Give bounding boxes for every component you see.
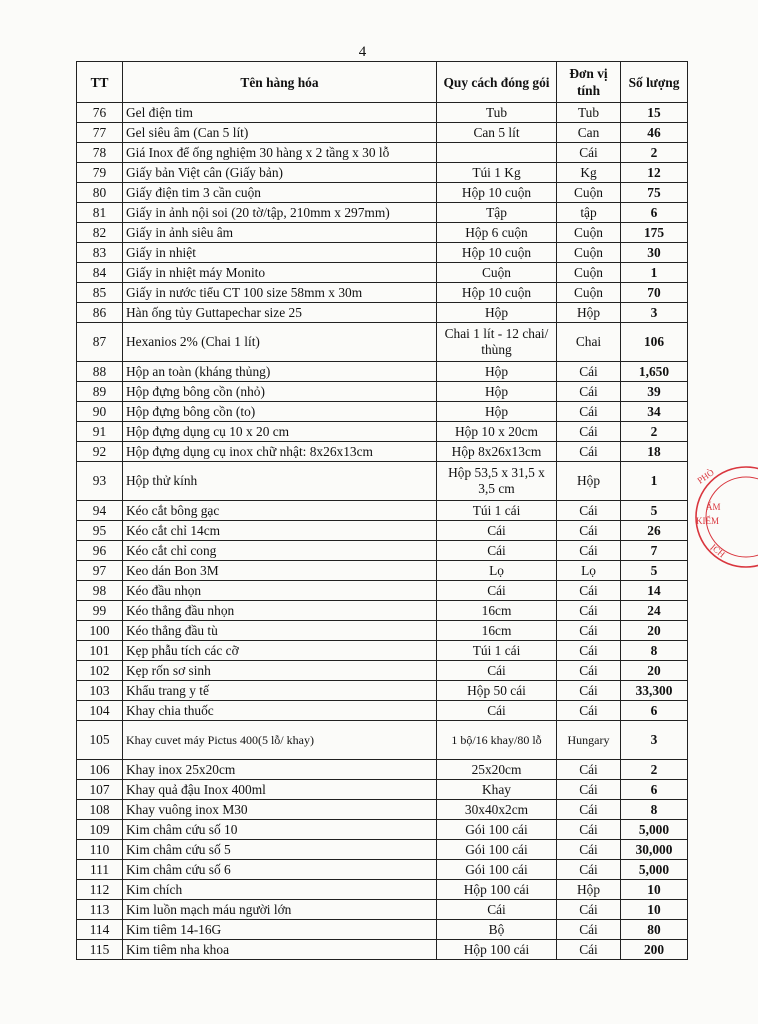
item-quantity: 24	[621, 601, 688, 621]
item-packaging: Hộp	[437, 382, 557, 402]
item-quantity: 5	[621, 501, 688, 521]
item-packaging: Cuộn	[437, 263, 557, 283]
item-name: Khay inox 25x20cm	[123, 760, 437, 780]
item-name: Kéo đầu nhọn	[123, 581, 437, 601]
header-name: Tên hàng hóa	[123, 62, 437, 103]
item-packaging: Hộp 10 cuộn	[437, 183, 557, 203]
item-packaging: Cái	[437, 900, 557, 920]
item-name: Kim châm cứu số 10	[123, 820, 437, 840]
item-unit: Hộp	[557, 462, 621, 501]
item-unit: Cái	[557, 521, 621, 541]
item-name: Kẹp rốn sơ sinh	[123, 661, 437, 681]
item-unit: Cái	[557, 402, 621, 422]
table-row	[77, 661, 688, 681]
row-number: 89	[77, 382, 123, 402]
item-name: Hộp an toàn (kháng thủng)	[123, 362, 437, 382]
table-row	[77, 382, 688, 402]
table-row	[77, 800, 688, 820]
item-quantity: 75	[621, 183, 688, 203]
item-unit: Cuộn	[557, 283, 621, 303]
row-number: 84	[77, 263, 123, 283]
table-row	[77, 760, 688, 780]
table-row	[77, 840, 688, 860]
svg-text:ỊCH: ỊCH	[708, 541, 728, 560]
item-name: Kéo cắt chỉ 14cm	[123, 521, 437, 541]
item-quantity: 20	[621, 661, 688, 681]
item-name: Giấy in ảnh siêu âm	[123, 223, 437, 243]
table-row	[77, 820, 688, 840]
item-packaging: 16cm	[437, 601, 557, 621]
header-packaging: Quy cách đóng gói	[437, 62, 557, 103]
item-unit: Cuộn	[557, 223, 621, 243]
item-quantity: 2	[621, 422, 688, 442]
item-name: Hộp đựng bông cồn (to)	[123, 402, 437, 422]
item-quantity: 200	[621, 940, 688, 960]
table-row	[77, 501, 688, 521]
table-row	[77, 143, 688, 163]
table-row	[77, 541, 688, 561]
item-packaging: Tập	[437, 203, 557, 223]
item-unit: Cái	[557, 860, 621, 880]
item-unit: Cái	[557, 382, 621, 402]
row-number: 93	[77, 462, 123, 501]
table-row	[77, 163, 688, 183]
item-unit: Cái	[557, 820, 621, 840]
row-number: 112	[77, 880, 123, 900]
item-quantity: 39	[621, 382, 688, 402]
table-row	[77, 243, 688, 263]
row-number: 86	[77, 303, 123, 323]
item-unit: Hộp	[557, 880, 621, 900]
row-number: 79	[77, 163, 123, 183]
row-number: 76	[77, 103, 123, 123]
table-row	[77, 203, 688, 223]
item-name: Kéo thẳng đầu nhọn	[123, 601, 437, 621]
item-name: Hộp thử kính	[123, 462, 437, 501]
item-unit: Cái	[557, 442, 621, 462]
item-packaging: Hộp 50 cái	[437, 681, 557, 701]
item-packaging: Cái	[437, 581, 557, 601]
item-unit: Cuộn	[557, 263, 621, 283]
row-number: 77	[77, 123, 123, 143]
item-unit: Cái	[557, 780, 621, 800]
item-packaging: Cái	[437, 661, 557, 681]
item-unit: Cái	[557, 621, 621, 641]
row-number: 115	[77, 940, 123, 960]
row-number: 102	[77, 661, 123, 681]
row-number: 110	[77, 840, 123, 860]
item-name: Giá Inox để ống nghiệm 30 hàng x 2 tầng x 30 lỗ	[123, 143, 437, 163]
table-row	[77, 581, 688, 601]
item-name: Kim châm cứu số 6	[123, 860, 437, 880]
item-name: Hàn ống tủy Guttapechar size 25	[123, 303, 437, 323]
item-packaging: Chai 1 lít - 12 chai/ thùng	[437, 323, 557, 362]
row-number: 91	[77, 422, 123, 442]
item-packaging: Hộp 10 x 20cm	[437, 422, 557, 442]
item-name: Kéo thẳng đầu tù	[123, 621, 437, 641]
item-quantity: 80	[621, 920, 688, 940]
row-number: 95	[77, 521, 123, 541]
row-number: 99	[77, 601, 123, 621]
item-unit: Cái	[557, 940, 621, 960]
item-unit: Cái	[557, 800, 621, 820]
item-name: Kẹp phẫu tích các cỡ	[123, 641, 437, 661]
header-unit: Đơn vị tính	[557, 62, 621, 103]
item-packaging: Hộp	[437, 303, 557, 323]
row-number: 111	[77, 860, 123, 880]
item-packaging: Hộp	[437, 362, 557, 382]
table-row	[77, 303, 688, 323]
item-quantity: 175	[621, 223, 688, 243]
item-quantity: 10	[621, 900, 688, 920]
item-name: Kéo cắt chỉ cong	[123, 541, 437, 561]
row-number: 98	[77, 581, 123, 601]
table-row	[77, 183, 688, 203]
item-quantity: 1	[621, 462, 688, 501]
table-row	[77, 860, 688, 880]
header-quantity: Số lượng	[621, 62, 688, 103]
item-packaging: Hộp 6 cuộn	[437, 223, 557, 243]
item-quantity: 33,300	[621, 681, 688, 701]
item-unit: Cái	[557, 661, 621, 681]
row-number: 78	[77, 143, 123, 163]
item-name: Giấy in ảnh nội soi (20 tờ/tập, 210mm x 297mm)	[123, 203, 437, 223]
row-number: 83	[77, 243, 123, 263]
item-unit: Cái	[557, 641, 621, 661]
item-name: Khay cuvet máy Pictus 400(5 lỗ/ khay)	[123, 721, 437, 760]
item-packaging: Bộ	[437, 920, 557, 940]
item-quantity: 46	[621, 123, 688, 143]
table-row	[77, 701, 688, 721]
table-row	[77, 263, 688, 283]
row-number: 90	[77, 402, 123, 422]
item-quantity: 15	[621, 103, 688, 123]
item-name: Keo dán Bon 3M	[123, 561, 437, 581]
item-name: Kim châm cứu số 5	[123, 840, 437, 860]
item-packaging: Hộp 10 cuộn	[437, 283, 557, 303]
item-name: Giấy điện tim 3 cần cuộn	[123, 183, 437, 203]
item-name: Hộp đựng dụng cụ inox chữ nhật: 8x26x13cm	[123, 442, 437, 462]
item-name: Kim luồn mạch máu người lớn	[123, 900, 437, 920]
item-unit: Cái	[557, 601, 621, 621]
item-packaging: 25x20cm	[437, 760, 557, 780]
item-unit: Cái	[557, 143, 621, 163]
item-quantity: 70	[621, 283, 688, 303]
row-number: 100	[77, 621, 123, 641]
item-quantity: 1	[621, 263, 688, 283]
item-packaging	[437, 143, 557, 163]
item-quantity: 34	[621, 402, 688, 422]
item-unit: Cuộn	[557, 243, 621, 263]
svg-text:KIỂM: KIỂM	[696, 516, 719, 526]
item-packaging: Hộp 8x26x13cm	[437, 442, 557, 462]
item-unit: Tub	[557, 103, 621, 123]
item-quantity: 30,000	[621, 840, 688, 860]
item-packaging: Hộp 53,5 x 31,5 x 3,5 cm	[437, 462, 557, 501]
item-quantity: 20	[621, 621, 688, 641]
row-number: 114	[77, 920, 123, 940]
svg-text:PHÒ: PHÒ	[695, 467, 716, 486]
row-number: 113	[77, 900, 123, 920]
table-body	[77, 103, 688, 960]
table-row	[77, 521, 688, 541]
item-name: Kim tiêm nha khoa	[123, 940, 437, 960]
item-unit: Can	[557, 123, 621, 143]
item-unit: Cái	[557, 501, 621, 521]
item-packaging: Hộp 100 cái	[437, 940, 557, 960]
item-quantity: 6	[621, 780, 688, 800]
row-number: 107	[77, 780, 123, 800]
item-quantity: 6	[621, 701, 688, 721]
item-name: Khay quả đậu Inox 400ml	[123, 780, 437, 800]
table-row	[77, 900, 688, 920]
item-name: Gel siêu âm (Can 5 lít)	[123, 123, 437, 143]
header-tt: TT	[77, 62, 123, 103]
item-packaging: Hộp	[437, 402, 557, 422]
item-unit: Cái	[557, 701, 621, 721]
item-packaging: Tub	[437, 103, 557, 123]
item-packaging: Khay	[437, 780, 557, 800]
row-number: 101	[77, 641, 123, 661]
item-packaging: Hộp 10 cuộn	[437, 243, 557, 263]
red-stamp-seal	[688, 462, 758, 572]
item-quantity: 5,000	[621, 820, 688, 840]
row-number: 88	[77, 362, 123, 382]
item-packaging: 16cm	[437, 621, 557, 641]
item-quantity: 5,000	[621, 860, 688, 880]
item-quantity: 8	[621, 641, 688, 661]
item-packaging: Gói 100 cái	[437, 820, 557, 840]
row-number: 82	[77, 223, 123, 243]
svg-text:ẤM: ẤM	[706, 502, 721, 512]
item-name: Giấy in nhiệt máy Monito	[123, 263, 437, 283]
item-unit: Cuộn	[557, 183, 621, 203]
item-unit: Cái	[557, 920, 621, 940]
item-unit: Hungary	[557, 721, 621, 760]
table-row	[77, 641, 688, 661]
item-unit: Cái	[557, 581, 621, 601]
table-row	[77, 123, 688, 143]
item-name: Hộp đựng bông cồn (nhỏ)	[123, 382, 437, 402]
table-row	[77, 402, 688, 422]
table-row	[77, 422, 688, 442]
item-unit: Cái	[557, 362, 621, 382]
row-number: 105	[77, 721, 123, 760]
row-number: 94	[77, 501, 123, 521]
table-row	[77, 283, 688, 303]
table-row	[77, 940, 688, 960]
item-packaging: Cái	[437, 701, 557, 721]
table-row	[77, 223, 688, 243]
item-quantity: 18	[621, 442, 688, 462]
item-packaging: Can 5 lít	[437, 123, 557, 143]
goods-table	[76, 61, 688, 960]
item-unit: Kg	[557, 163, 621, 183]
item-unit: Cái	[557, 760, 621, 780]
row-number: 103	[77, 681, 123, 701]
item-packaging: Túi 1 cái	[437, 501, 557, 521]
row-number: 87	[77, 323, 123, 362]
row-number: 97	[77, 561, 123, 581]
item-packaging: Cái	[437, 541, 557, 561]
item-unit: Cái	[557, 422, 621, 442]
row-number: 108	[77, 800, 123, 820]
row-number: 109	[77, 820, 123, 840]
item-unit: Lọ	[557, 561, 621, 581]
item-packaging: Túi 1 Kg	[437, 163, 557, 183]
table-row	[77, 323, 688, 362]
table-row	[77, 780, 688, 800]
item-quantity: 1,650	[621, 362, 688, 382]
item-name: Giấy in nước tiểu CT 100 size 58mm x 30m	[123, 283, 437, 303]
item-name: Hexanios 2% (Chai 1 lít)	[123, 323, 437, 362]
item-quantity: 26	[621, 521, 688, 541]
item-packaging: Hộp 100 cái	[437, 880, 557, 900]
item-packaging: Gói 100 cái	[437, 840, 557, 860]
item-packaging: Túi 1 cái	[437, 641, 557, 661]
item-quantity: 106	[621, 323, 688, 362]
item-packaging: Lọ	[437, 561, 557, 581]
table-row	[77, 561, 688, 581]
item-packaging: 30x40x2cm	[437, 800, 557, 820]
item-quantity: 8	[621, 800, 688, 820]
item-name: Kéo cắt bông gạc	[123, 501, 437, 521]
item-quantity: 30	[621, 243, 688, 263]
item-name: Khẩu trang y tế	[123, 681, 437, 701]
item-unit: tập	[557, 203, 621, 223]
item-quantity: 7	[621, 541, 688, 561]
item-name: Khay vuông inox M30	[123, 800, 437, 820]
item-quantity: 2	[621, 760, 688, 780]
item-unit: Chai	[557, 323, 621, 362]
item-name: Hộp đựng dụng cụ 10 x 20 cm	[123, 422, 437, 442]
item-unit: Cái	[557, 900, 621, 920]
table-row	[77, 681, 688, 701]
table-header-row	[77, 62, 688, 103]
item-quantity: 10	[621, 880, 688, 900]
row-number: 96	[77, 541, 123, 561]
item-quantity: 2	[621, 143, 688, 163]
row-number: 92	[77, 442, 123, 462]
row-number: 85	[77, 283, 123, 303]
item-quantity: 12	[621, 163, 688, 183]
table-row	[77, 721, 688, 760]
item-unit: Cái	[557, 541, 621, 561]
item-packaging: 1 bộ/16 khay/80 lỗ	[437, 721, 557, 760]
item-name: Kim chích	[123, 880, 437, 900]
table-row	[77, 880, 688, 900]
item-packaging: Cái	[437, 521, 557, 541]
item-name: Giấy bản Việt cân (Giấy bản)	[123, 163, 437, 183]
page-number: 4	[358, 44, 367, 60]
table-row	[77, 920, 688, 940]
row-number: 80	[77, 183, 123, 203]
item-quantity: 14	[621, 581, 688, 601]
table-row	[77, 442, 688, 462]
row-number: 104	[77, 701, 123, 721]
item-unit: Cái	[557, 840, 621, 860]
table-row	[77, 103, 688, 123]
row-number: 81	[77, 203, 123, 223]
item-quantity: 6	[621, 203, 688, 223]
item-name: Kim tiêm 14-16G	[123, 920, 437, 940]
item-packaging: Gói 100 cái	[437, 860, 557, 880]
table-row	[77, 601, 688, 621]
item-quantity: 3	[621, 303, 688, 323]
item-unit: Cái	[557, 681, 621, 701]
item-name: Gel điện tim	[123, 103, 437, 123]
item-unit: Hộp	[557, 303, 621, 323]
item-quantity: 3	[621, 721, 688, 760]
item-quantity: 5	[621, 561, 688, 581]
table-row	[77, 362, 688, 382]
table-row	[77, 621, 688, 641]
row-number: 106	[77, 760, 123, 780]
item-name: Khay chia thuốc	[123, 701, 437, 721]
table-row	[77, 462, 688, 501]
item-name: Giấy in nhiệt	[123, 243, 437, 263]
